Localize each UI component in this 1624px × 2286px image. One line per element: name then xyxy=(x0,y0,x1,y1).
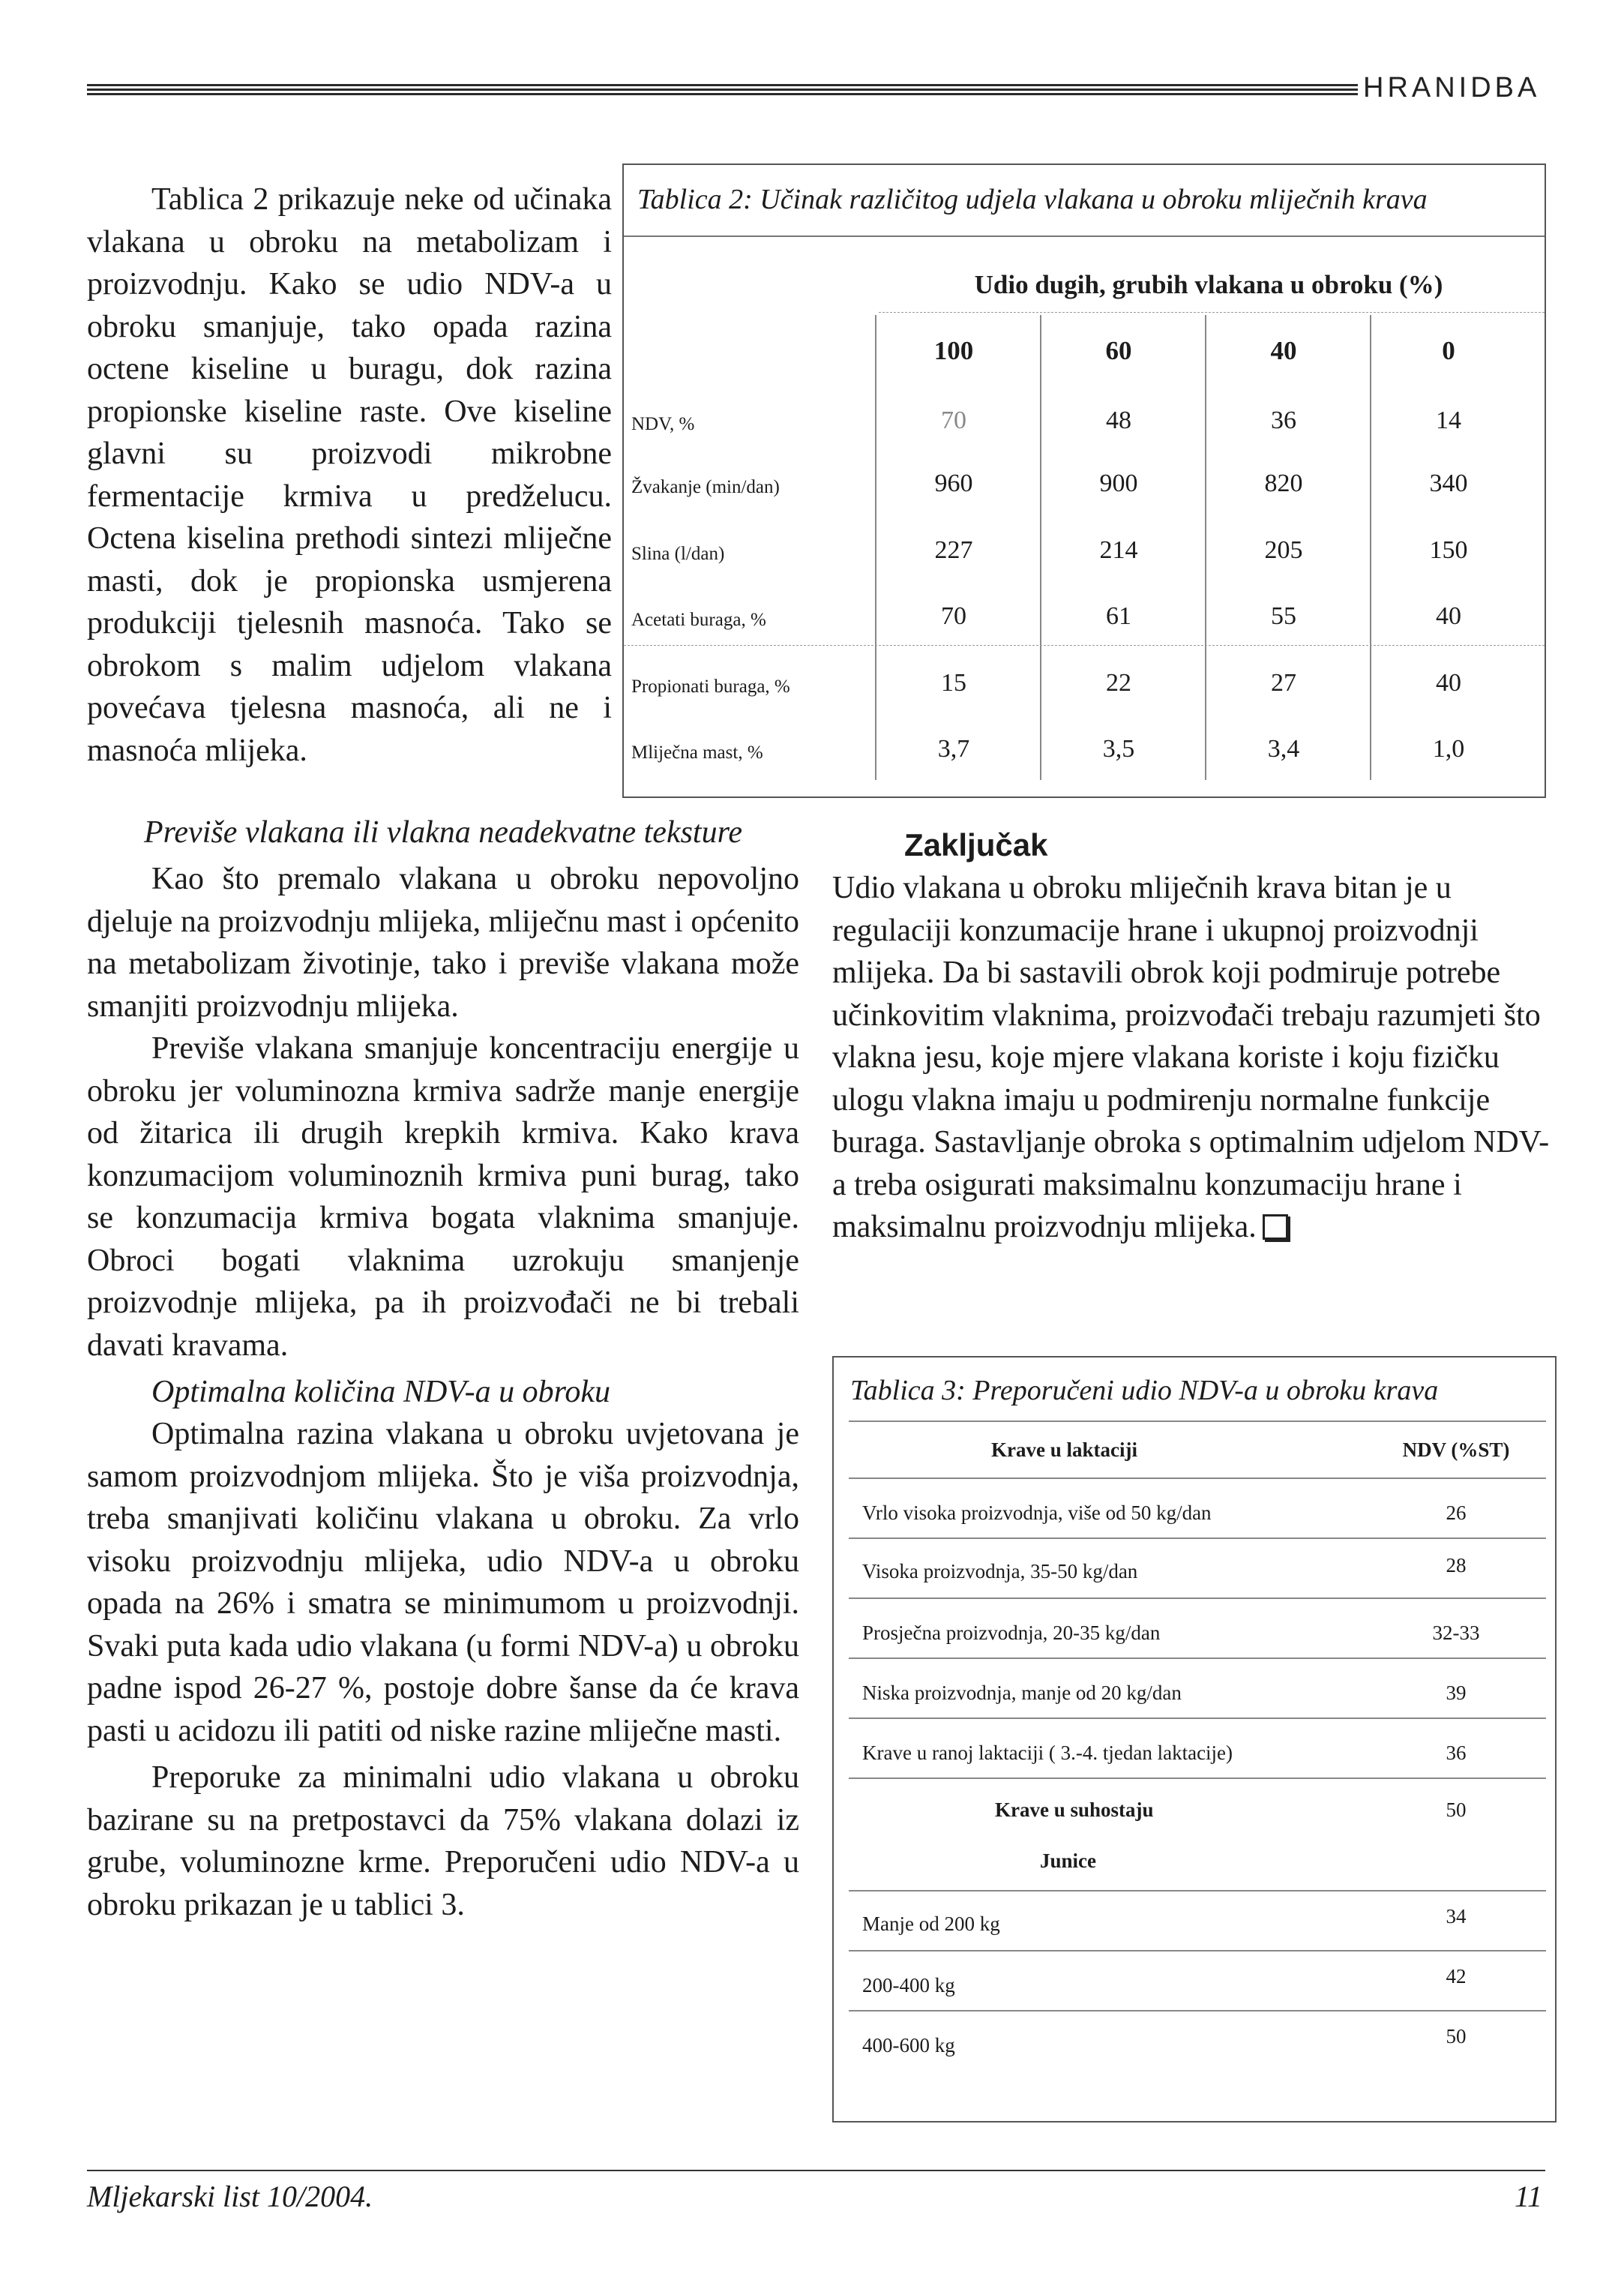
col-header: 100 xyxy=(933,336,974,365)
table-divider xyxy=(1205,315,1206,780)
cell: 214 xyxy=(1099,536,1138,564)
cell: 70 xyxy=(941,602,966,630)
table-divider xyxy=(849,1778,1546,1779)
row-label: Propionati buraga, % xyxy=(631,676,790,697)
table-2-caption: Tablica 2: Učinak različitog udjela vlakana u obroku mliječnih krava xyxy=(637,184,1428,215)
table-divider xyxy=(1370,315,1371,780)
paragraph-1: Tablica 2 prikazuje neke od učinaka vlakana u obroku na metabolizam i proizvodnju. Kako se udio NDV-a u obroku smanjuje, tako opada razina octene kiseline u buragu, dok razina propionske kiseline raste. Ove kiseline glavni su proizvodi mikrobne fermentacije krmiva u predželucu. Octena kiselina prethodi sintezi mliječne masti, dok je propionska usmjerena produkciji tjelesnih masnoća. Tako se obrokom s malim udjelom vlakana povećava tjelesna masnoća, ali ne i masnoća mlijeka. xyxy=(87,182,612,768)
end-mark-icon xyxy=(1263,1214,1288,1240)
row-label: Junice xyxy=(1040,1850,1097,1872)
row-value: 50 xyxy=(1446,2025,1467,2048)
row-label: Acetati buraga, % xyxy=(631,610,766,630)
row-label: Niska proizvodnja, manje od 20 kg/dan xyxy=(862,1682,1182,1704)
col-header: 60 xyxy=(1105,336,1132,365)
table-divider xyxy=(849,1890,1546,1892)
row-label: Žvakanje (min/dan) xyxy=(631,477,780,497)
cell: 14 xyxy=(1436,406,1461,434)
row-label: Vrlo visoka proizvodnja, više od 50 kg/dan xyxy=(862,1502,1212,1524)
row-value: 28 xyxy=(1446,1554,1467,1576)
row-label: 400-600 kg xyxy=(862,2034,955,2056)
cell: 3,4 xyxy=(1267,735,1300,763)
table-2-group-header: Udio dugih, grubih vlakana u obroku (%) xyxy=(974,270,1443,299)
table-divider xyxy=(849,1718,1546,1719)
cell: 960 xyxy=(934,470,973,497)
cell: 15 xyxy=(941,669,966,697)
row-label: Prosječna proizvodnja, 20-35 kg/dan xyxy=(862,1622,1161,1644)
page-number: 11 xyxy=(1515,2180,1543,2213)
table-divider xyxy=(849,2010,1546,2012)
cell: 1,0 xyxy=(1432,735,1465,763)
table-divider xyxy=(849,1478,1546,1479)
cell: 820 xyxy=(1264,470,1303,497)
row-label: Visoka proizvodnja, 35-50 kg/dan xyxy=(862,1560,1138,1582)
row-value: 42 xyxy=(1446,1965,1467,1988)
table-divider xyxy=(879,312,1545,313)
cell: 40 xyxy=(1436,602,1461,630)
cell: 27 xyxy=(1271,669,1296,697)
row-label: Manje od 200 kg xyxy=(862,1912,1000,1935)
table-divider xyxy=(624,645,1545,646)
header-rule xyxy=(87,84,1358,98)
cell: 48 xyxy=(1106,406,1131,434)
cell: 36 xyxy=(1271,406,1296,434)
col-header: 40 xyxy=(1270,336,1297,365)
section-title: HRANIDBA xyxy=(1363,72,1541,104)
subheading-optimal-ndv: Optimalna količina NDV-a u obroku xyxy=(151,1375,611,1409)
table-divider xyxy=(849,1420,1546,1422)
row-label: Mliječna mast, % xyxy=(631,742,763,763)
row-value: 36 xyxy=(1446,1742,1467,1764)
table-divider xyxy=(849,1538,1546,1539)
cell: 40 xyxy=(1436,669,1461,697)
cell: 150 xyxy=(1429,536,1468,564)
left-column-lower xyxy=(87,812,799,1926)
col-header: 0 xyxy=(1442,336,1455,365)
cell: 900 xyxy=(1099,470,1138,497)
cell: 340 xyxy=(1429,470,1468,497)
cell: 227 xyxy=(934,536,973,564)
conclusion xyxy=(832,824,1552,1249)
journal-name: Mljekarski list 10/2004. xyxy=(87,2180,373,2213)
cell: 70 xyxy=(941,406,966,434)
cell: 3,5 xyxy=(1102,735,1135,763)
row-label: NDV, % xyxy=(631,414,695,434)
cell: 205 xyxy=(1264,536,1303,564)
col-header: Krave u laktaciji xyxy=(991,1438,1137,1461)
paragraph-4: Optimalna razina vlakana u obroku uvjetovana je samom proizvodnjom mlijeka. Što je viša proizvodnja, treba smanjivati količinu vlakana u obroku. Za vrlo visoku proizvodnju mlijeka, udio NDV-a u obroku opada na 26% i smatra se minimumom u proizvodnji. Svaki puta kada udio vlakana (u formi NDV-a) u obroku padne ispod 26-27 %, postoje dobre šanse da će krava pasti u acidozu ili patiti od niske razine mliječne masti. xyxy=(87,1417,799,1748)
conclusion-text: Udio vlakana u obroku mliječnih krava bitan je u regulaciji konzumacije hrane i ukupnoj proizvodnji mlijeka. Da bi sastavili obrok koji podmiruje potrebe učinkovitim vlaknima, proizvođači trebaju razumjeti što vlakna jesu, koje mjere vlakana koriste i koju fizičku ulogu vlakna imaju u podmirenju normalne funkcije buraga. Sastavljanje obroka s optimalnim udjelom NDV-a treba osigurati maksimalnu konzumaciju hrane i maksimalnu proizvodnju mlijeka. xyxy=(832,871,1550,1244)
row-value: 39 xyxy=(1446,1682,1467,1704)
row-value: 32-33 xyxy=(1432,1622,1480,1644)
paragraph-5: Preporuke za minimalni udio vlakana u obroku bazirane su na pretpostavci da 75% vlakana dolazi iz grube, voluminozne krme. Preporučeni udio NDV-a u obroku prikazan je u tablici 3. xyxy=(87,1760,799,1922)
row-value: 26 xyxy=(1446,1502,1467,1524)
paragraph-2: Kao što premalo vlakana u obroku nepovoljno djeluje na proizvodnju mlijeka, mliječnu mast i općenito na metabolizam životinje, tako i previše vlakana može smanjiti proizvodnju mlijeka. xyxy=(87,862,799,1024)
table-divider xyxy=(849,1950,1546,1952)
cell: 3,7 xyxy=(937,735,970,763)
table-3-caption: Tablica 3: Preporučeni udio NDV-a u obroku krava xyxy=(850,1375,1439,1406)
subheading-too-much-fiber: Previše vlakana ili vlakna neadekvatne teksture xyxy=(143,815,743,850)
table-3 xyxy=(832,1356,1557,2122)
cell: 61 xyxy=(1106,602,1131,630)
table-2 xyxy=(622,164,1546,798)
footer-rule xyxy=(87,2170,1545,2171)
table-divider xyxy=(849,1598,1546,1599)
row-value: 34 xyxy=(1446,1905,1467,1928)
row-label: Slina (l/dan) xyxy=(631,544,725,564)
row-label: Krave u suhostaju xyxy=(995,1798,1154,1821)
table-divider xyxy=(624,236,1545,237)
row-label: 200-400 kg xyxy=(862,1974,955,1996)
table-divider xyxy=(849,1658,1546,1659)
cell: 22 xyxy=(1106,669,1131,697)
table-divider xyxy=(875,315,876,780)
cell: 55 xyxy=(1271,602,1296,630)
row-value: 50 xyxy=(1446,1798,1467,1821)
paragraph-3: Previše vlakana smanjuje koncentraciju energije u obroku jer voluminozna krmiva sadrže manje energije od žitarica ili drugih krepkih krmiva. Kako krava konzumacijom voluminoznih krmiva puni burag, tako se konzumacija krmiva bogata vlaknima smanjuje. Obroci bogati vlaknima uzrokuju smanjenje proizvodnje mlijeka, pa ih proizvođači ne bi trebali davati kravama. xyxy=(87,1031,799,1363)
row-label: Krave u ranoj laktaciji ( 3.-4. tjedan laktacije) xyxy=(862,1742,1233,1764)
table-divider xyxy=(1040,315,1041,780)
col-header: NDV (%ST) xyxy=(1402,1438,1510,1461)
conclusion-title: Zaključak xyxy=(904,827,1048,862)
